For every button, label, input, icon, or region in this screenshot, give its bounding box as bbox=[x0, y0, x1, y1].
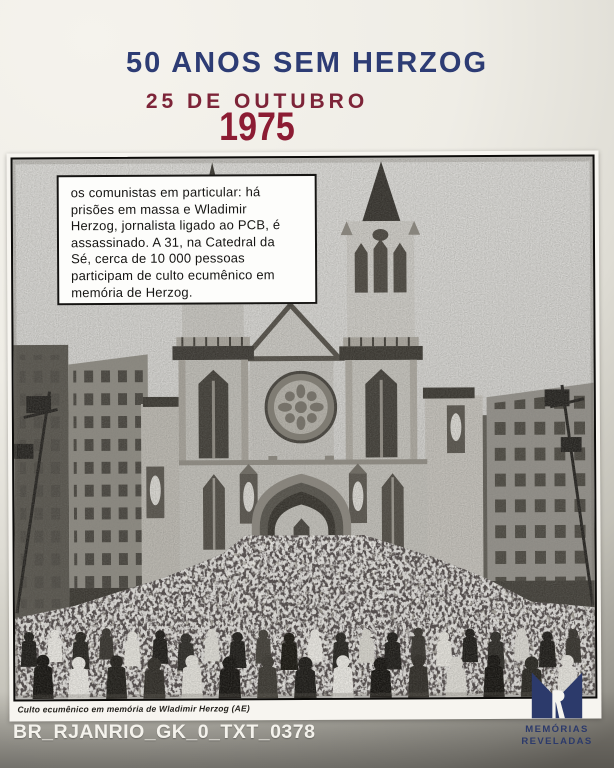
poster-title: 50 ANOS SEM HERZOG bbox=[125, 47, 489, 79]
textbox-line: assassinado. A 31, na Catedral da bbox=[70, 233, 275, 250]
news-clipping-textbox bbox=[57, 174, 318, 305]
textbox-line: Herzog, jornalista ligado ao PCB, é bbox=[70, 217, 281, 234]
cathedral-photo bbox=[11, 154, 598, 701]
poster-year: 1975 bbox=[219, 105, 295, 149]
poster-date: 25 DE OUTUBRO bbox=[145, 90, 369, 113]
textbox-line: os comunistas em particular: há bbox=[70, 184, 261, 201]
photo-frame bbox=[7, 150, 602, 721]
logo-text-line2: REVELADAS bbox=[521, 735, 593, 747]
textbox-line: Sé, cerca de 10 000 pessoas bbox=[71, 250, 245, 267]
textbox-line: participam de culto ecumênico em bbox=[71, 267, 275, 284]
photo-caption: Culto ecumênico em memória de Wladimir Herzog (AE) bbox=[17, 703, 250, 715]
textbox-line: memória de Herzog. bbox=[71, 284, 193, 300]
textbox-line: prisões em massa e Wladimir bbox=[70, 200, 247, 217]
archive-reference-code: BR_RJANRIO_GK_0_TXT_0378 bbox=[13, 721, 316, 743]
memorias-reveladas-logo-icon bbox=[529, 666, 585, 720]
logo-text-line1: MEMÓRIAS bbox=[525, 724, 589, 735]
memorias-reveladas-logo bbox=[517, 666, 597, 747]
